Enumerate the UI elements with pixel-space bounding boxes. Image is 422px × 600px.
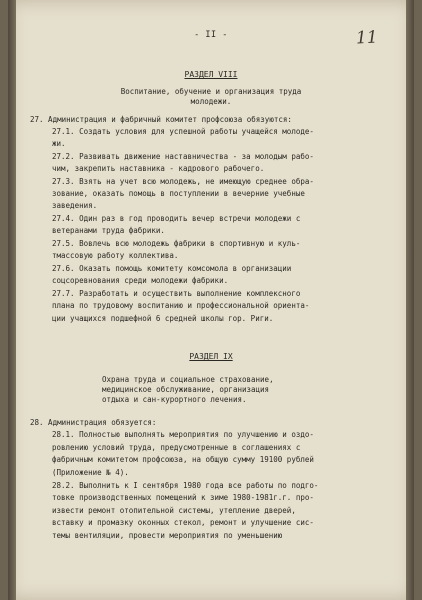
clause-27-intro: 27. Администрация и фабричный комитет профсоюза обязуются: <box>30 115 292 124</box>
section-9-title-line: отдыха и сан-курортного лечения. <box>102 395 247 404</box>
section-9-heading: РАЗДЕЛ IX <box>189 352 233 361</box>
clause-28-line: темы вентиляции, провести мероприятия по уменьшению <box>52 531 283 540</box>
clause-28-line: 28.2. Выполнить к I сентября 1980 года все работы по подго- <box>52 481 319 490</box>
clause-27-line: 27.7. Разработать и осуществить выполнение комплексного <box>52 289 301 298</box>
clause-28-line: извести ремонт отопительной системы, утепление дверей, <box>52 506 296 515</box>
page-number: - II - <box>194 30 228 40</box>
clause-27-line: ветеранами труда фабрики. <box>52 226 165 235</box>
clause-28-line: фабричным комитетом профсоюза, на общую сумму 19100 рублей <box>52 455 314 464</box>
section-9-title-line: Охрана труда и социальное страхование, <box>102 375 274 384</box>
clause-27-line: 27.1. Создать условия для успешной работы учащейся молоде- <box>52 127 314 136</box>
section-8-title-line: молодежи. <box>190 97 232 106</box>
clause-28-line: вставку и промазку оконных стекол, ремонт и улучшение сис- <box>52 518 314 527</box>
clause-28-line: ровлению условий труда, предусмотренные в соглашениях с <box>52 443 301 452</box>
clause-27-line: 27.6. Оказать помощь комитету комсомола в организации <box>52 264 292 273</box>
clause-27-line: тмассовую работу коллектива. <box>52 251 179 260</box>
clause-28-line: 28.1. Полностью выполнять мероприятия по улучшению и оздо- <box>52 430 314 439</box>
section-8-heading: РАЗДЕЛ VIII <box>184 70 238 79</box>
clause-27-line: 27.4. Один раз в год проводить вечер встречи молодежи с <box>52 214 301 223</box>
clause-27-line: 27.3. Взять на учет всю молодежь, не имеющую среднее обра- <box>52 177 314 186</box>
clause-27-line: соцсоревнования среди молодежи фабрики. <box>52 276 229 285</box>
handwritten-archive-number: 11 <box>355 27 379 49</box>
clause-27-line: заведения. <box>52 201 98 210</box>
document-page <box>8 0 414 600</box>
clause-27-line: плана по трудовому воспитанию и профессиональной ориента- <box>52 301 310 310</box>
clause-27-line: жи. <box>52 139 66 148</box>
clause-27-line: 27.2. Развивать движение наставничества - за молодым рабо- <box>52 152 314 161</box>
clause-28-line: (Приложение № 4). <box>52 468 129 477</box>
section-8-title-line: Воспитание, обучение и организация труда <box>120 87 302 96</box>
clause-27-line: зование, оказать помощь в поступлении в вечерние учебные <box>52 189 305 198</box>
clause-27-line: 27.5. Вовлечь всю молодежь фабрики в спортивную и куль- <box>52 239 301 248</box>
clause-27-line: чим, закрепить наставника - кадрового рабочего. <box>52 164 265 173</box>
section-9-title-line: медицинское обслуживание, организация <box>102 385 270 394</box>
clause-28-line: товке производственных помещений к зиме 1980-1981г.г. про- <box>52 493 314 502</box>
clause-28-intro: 28. Администрация обязуется: <box>30 418 157 427</box>
clause-27-line: ции учащихся подшефной 6 средней школы гор. Риги. <box>52 314 274 323</box>
